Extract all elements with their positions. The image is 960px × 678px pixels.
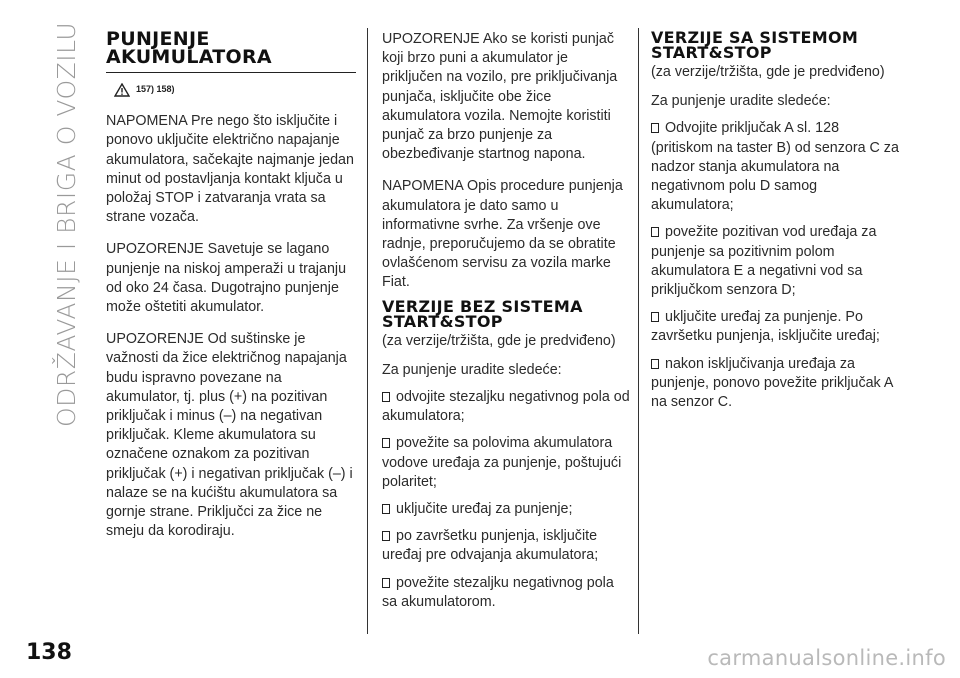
list-item: uključite uređaj za punjenje. Po završetku punjenja, isključite uređaj; <box>651 309 880 345</box>
list-item: povežite stezaljku negativnog pola sa akumulatorom. <box>382 574 614 610</box>
checkbox-bullet-icon <box>382 531 390 541</box>
paragraph: UPOZORENJE Ako se koristi punjač koji brzo puni a akumulator je priključen na vozilo, pre priključivanja punjača, isključite obe žice akumulatora vozila. Nemojte koristiti punjač za brzo punjenje za obezbeđivanje startnog napona. <box>382 31 618 163</box>
checkbox-bullet-icon <box>382 578 390 588</box>
column-divider <box>638 28 639 634</box>
column-divider <box>367 28 368 634</box>
paragraph: NAPOMENA Pre nego što isključite i ponovo uključite električno napajanje akumulatora, sačekajte najmanje jedan minut od postavljanja kontakt ključa u položaj STOP i zatvaranja vrata sa strane vozača. <box>106 113 354 226</box>
warning-reference <box>114 80 356 99</box>
heading-rule <box>106 72 356 73</box>
paragraph: UPOZORENJE Savetuje se lagano punjenje na niskoj amperaži u trajanju od oko 24 časa. Dugotrajno punjenje može oštetiti akumulator. <box>106 241 347 316</box>
section-heading-no-startstop: VERZIJE BEZ SISTEMA START&STOP <box>382 296 583 331</box>
page-number: 138 <box>26 640 72 665</box>
paragraph: NAPOMENA Opis procedure punjenja akumulatora je dato samo u informativne svrhe. Za vršenje ove radnje, preporučujemo da se obratite ovlašćenom servisu za vozila marke Fiat. <box>382 178 623 291</box>
checkbox-bullet-icon <box>651 312 659 322</box>
list-item: povežite sa polovima akumulatora vodove uređaja za punjenje, poštujući polaritet; <box>382 435 622 490</box>
subheading: (za verzije/tržišta, gde je predviđeno) <box>382 332 616 349</box>
section-heading-battery-charging: PUNJENJE AKUMULATORA <box>106 28 272 68</box>
checkbox-bullet-icon <box>651 359 659 369</box>
list-item: uključite uređaj za punjenje; <box>382 500 630 519</box>
list-item: povežite pozitivan vod uređaja za punjenje sa pozitivnim polom akumulatora E a negativni vod sa priključkom senzora D; <box>651 224 877 299</box>
list-item: nakon isključivanja uređaja za punjenje, ponovo povežite priključak A na senzor C. <box>651 355 893 411</box>
section-side-title: ODRŽAVANJE I BRIGA O VOZILU <box>52 22 81 428</box>
subheading: (za verzije/tržišta, gde je predviđeno) <box>651 64 885 80</box>
column-middle <box>382 30 630 620</box>
column-right <box>651 30 901 420</box>
intro: Za punjenje uradite sledeće: <box>382 361 562 378</box>
checkbox-bullet-icon <box>382 392 390 402</box>
checkbox-bullet-icon <box>382 504 390 514</box>
paragraph: UPOZORENJE Od suštinske je važnosti da žice električnog napajanja budu ispravno povezane na akumulator, tj. plus (+) na pozitivan priključak i minus (–) na negativan priključak. Kleme akumulatora su označene oznakom za pozitivan priključak (+) i negativan priključak (–) i nalaze se na kućištu akumulatora sa gornje strane. Priključci za žice ne smeju da korodiraju. <box>106 331 353 540</box>
warning-triangle-icon <box>114 83 130 97</box>
checkbox-bullet-icon <box>382 438 390 448</box>
checkbox-bullet-icon <box>651 123 659 133</box>
watermark: carmanualsonline.info <box>707 646 946 670</box>
intro: Za punjenje uradite sledeće: <box>651 93 831 110</box>
warning-refs: 157) 158) <box>136 84 175 94</box>
column-left <box>106 30 356 554</box>
list-item: po završetku punjenja, isključite uređaj pre odvajanja akumulatora; <box>382 528 599 564</box>
checkbox-bullet-icon <box>651 227 659 237</box>
list-item: Odvojite priključak A sl. 128 (pritiskom na taster B) od senzora C za nadzor stanja akumulatora na negativnom polu D samog akumulatora; <box>651 120 899 214</box>
list-item: odvojite stezaljku negativnog pola od akumulatora; <box>382 389 630 425</box>
section-heading-with-startstop: VERZIJE SA SISTEMOM START&STOP <box>651 28 859 62</box>
